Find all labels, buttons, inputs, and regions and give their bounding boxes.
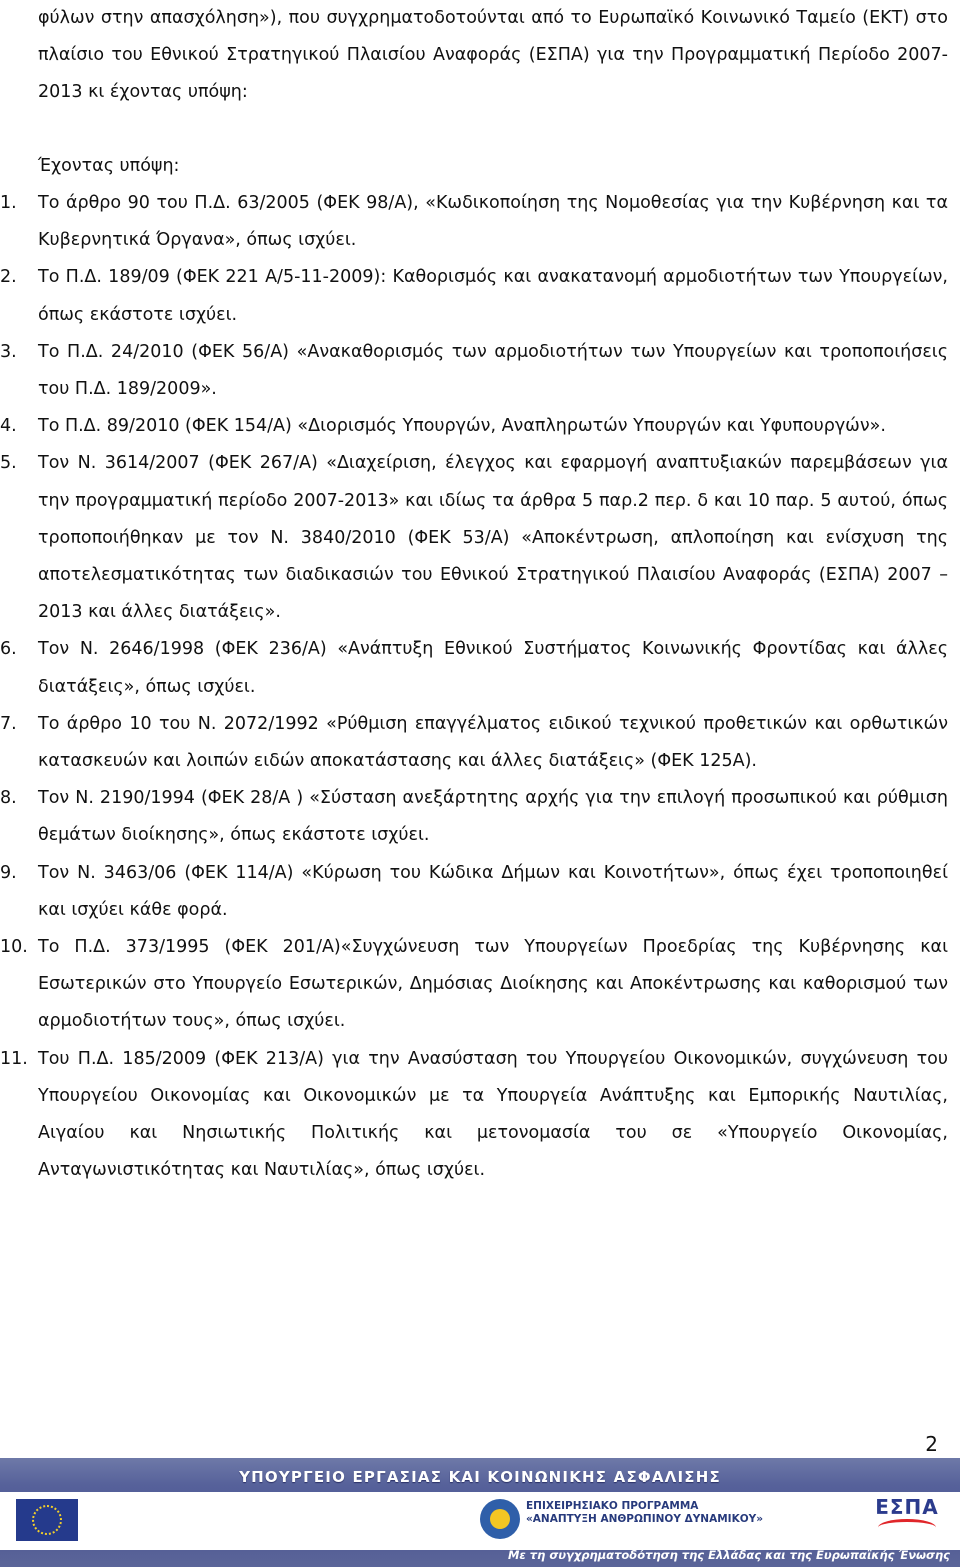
eu-flag-icon xyxy=(16,1499,78,1541)
ministry-title: ΥΠΟΥΡΓΕΙΟ ΕΡΓΑΣΙΑΣ ΚΑΙ ΚΟΙΝΩΝΙΚΗΣ ΑΣΦΑΛΙΣΗΣ xyxy=(239,1468,721,1486)
item-number: 9. xyxy=(0,862,17,883)
list-item xyxy=(0,185,948,259)
item-text: Το Π.Δ. 189/09 (ΦΕΚ 221 Α/5-11-2009): Καθορισμός και ανακατανομή αρμοδιοτήτων των Υπουργείων, όπως εκάστοτε ισχύει. xyxy=(38,267,948,325)
item-text: Τον Ν. 2190/1994 (ΦΕΚ 28/Α ) «Σύσταση ανεξάρτητης αρχής για την επιλογή προσωπικού και ρύθμιση θεμάτων διοίκησης», όπως εκάστοτε ισχύει. xyxy=(38,788,948,846)
programme-emblem-icon xyxy=(480,1499,520,1539)
operational-programme-text xyxy=(526,1500,866,1526)
list-item xyxy=(0,259,948,333)
list-item xyxy=(0,1041,948,1190)
intro-paragraph: φύλων στην απασχόληση»), που συγχρηματοδοτούνται από το Ευρωπαϊκό Κοινωνικό Ταμείο (ΕΚΤ) στο πλαίσιο του Εθνικού Στρατηγικού Πλαισίου Αναφοράς (ΕΣΠΑ) για την Προγραμματική Περίοδο 2007-2013 κι έχοντας υπόψη: xyxy=(38,8,948,103)
espa-arc-icon xyxy=(878,1519,936,1536)
programme-line-2: «ΑΝΑΠΤΥΞΗ ΑΝΘΡΩΠΙΝΟΥ ΔΥΝΑΜΙΚΟΥ» xyxy=(526,1513,764,1525)
item-text: Το Π.Δ. 24/2010 (ΦΕΚ 56/Α) «Ανακαθορισμός των αρμοδιοτήτων των Υπουργείων και τροποποιήσεις του Π.Δ. 189/2009». xyxy=(38,341,948,400)
item-number: 7. xyxy=(0,713,17,734)
list-item xyxy=(0,780,948,854)
cofunding-statement: Με τη συγχρηματοδότηση της Ελλάδας και της Ευρωπαϊκής Ένωσης xyxy=(507,1548,950,1562)
list-item xyxy=(0,408,948,445)
item-number: 4. xyxy=(0,416,17,437)
item-text: Το άρθρο 90 του Π.Δ. 63/2005 (ΦΕΚ 98/Α), «Κωδικοποίηση της Νομοθεσίας για την Κυβέρνηση και τα Κυβερνητικά Όργανα», όπως ισχύει. xyxy=(38,193,948,251)
list-item xyxy=(0,334,948,408)
list-item xyxy=(0,855,948,929)
considerations-list xyxy=(0,185,948,1189)
item-text: Τον Ν. 3463/06 (ΦΕΚ 114/Α) «Κύρωση του Κώδικα Δήμων και Κοινοτήτων», όπως έχει τροποποιηθεί και ισχύει κάθε φορά. xyxy=(38,862,948,920)
programme-line-1: ΕΠΙΧΕΙΡΗΣΙΑΚΟ ΠΡΟΓΡΑΜΜΑ xyxy=(526,1500,699,1512)
item-number: 3. xyxy=(0,341,17,362)
item-number: 6. xyxy=(0,639,17,660)
having-in-mind-label: Έχοντας υπόψη: xyxy=(38,156,180,176)
item-text: Το άρθρο 10 του Ν. 2072/1992 «Ρύθμιση επαγγέλματος ειδικού τεχνικού προθετικών και ορθωτικών κατασκευών και λοιπών ειδών αποκατάστασης και άλλες διατάξεις» (ΦΕΚ 125Α). xyxy=(38,713,948,772)
item-number: 8. xyxy=(0,788,17,809)
espa-logo xyxy=(872,1495,942,1537)
item-text: Το Π.Δ. 89/2010 (ΦΕΚ 154/Α) «Διορισμός Υπουργών, Αναπληρωτών Υπουργών και Υφυπουργών». xyxy=(38,416,886,437)
item-text: Τον Ν. 3614/2007 (ΦΕΚ 267/Α) «Διαχείριση, έλεγχος και εφαρμογή αναπτυξιακών παρεμβάσεων για την προγραμματική περίοδο 2007-2013» και ιδίως τα άρθρα 5 παρ.2 περ. δ και 10 παρ. 5 αυτού, όπως τροποποιήθηκαν με τον Ν. 3840/2010 (ΦΕΚ 53/Α) «Αποκέντρωση, απλοποίηση και ενίσχυση της αποτελεσματικότητας των διαδικασιών του Εθνικού Στρατηγικού Πλαισίου Αναφοράς (ΕΣΠΑ) 2007 – 2013 και άλλες διατάξεις». xyxy=(38,453,948,623)
item-number: 2. xyxy=(0,267,17,288)
list-item xyxy=(0,631,948,705)
list-item xyxy=(0,929,948,1041)
item-number: 10. xyxy=(0,937,28,958)
espa-logo-text: ΕΣΠΑ xyxy=(875,1495,939,1519)
list-item xyxy=(0,706,948,780)
item-text: Του Π.Δ. 185/2009 (ΦΕΚ 213/Α) για την Ανασύσταση του Υπουργείου Οικονομικών, συγχώνευση του Υπουργείου Οικονομίας και Οικονομικών με τα Υπουργεία Ανάπτυξης και Εμπορικής Ναυτιλίας, Αιγαίου και Νησιωτικής Πολιτικής και μετονομασία του σε «Υπουργείο Οικονομίας, Ανταγωνιστικότητας και Ναυτιλίας», όπως ισχύει. xyxy=(38,1048,948,1181)
item-text: Το Π.Δ. 373/1995 (ΦΕΚ 201/Α)«Συγχώνευση των Υπουργείων Προεδρίας της Κυβέρνησης και Εσωτερικών στο Υπουργείο Εσωτερικών, Δημόσιας Διοίκησης και Αποκέντρωσης και καθορισμού των αρμοδιοτήτων τους», όπως ισχύει. xyxy=(38,937,948,1032)
item-number: 11. xyxy=(0,1048,28,1069)
item-number: 5. xyxy=(0,453,17,474)
page-number: 2 xyxy=(925,1432,938,1456)
eu-stars-icon xyxy=(32,1505,62,1535)
list-item xyxy=(0,445,948,631)
item-text: Τον Ν. 2646/1998 (ΦΕΚ 236/Α) «Ανάπτυξη Εθνικού Συστήματος Κοινωνικής Φροντίδας και άλλες διατάξεις», όπως ισχύει. xyxy=(38,639,948,697)
item-number: 1. xyxy=(0,193,17,213)
